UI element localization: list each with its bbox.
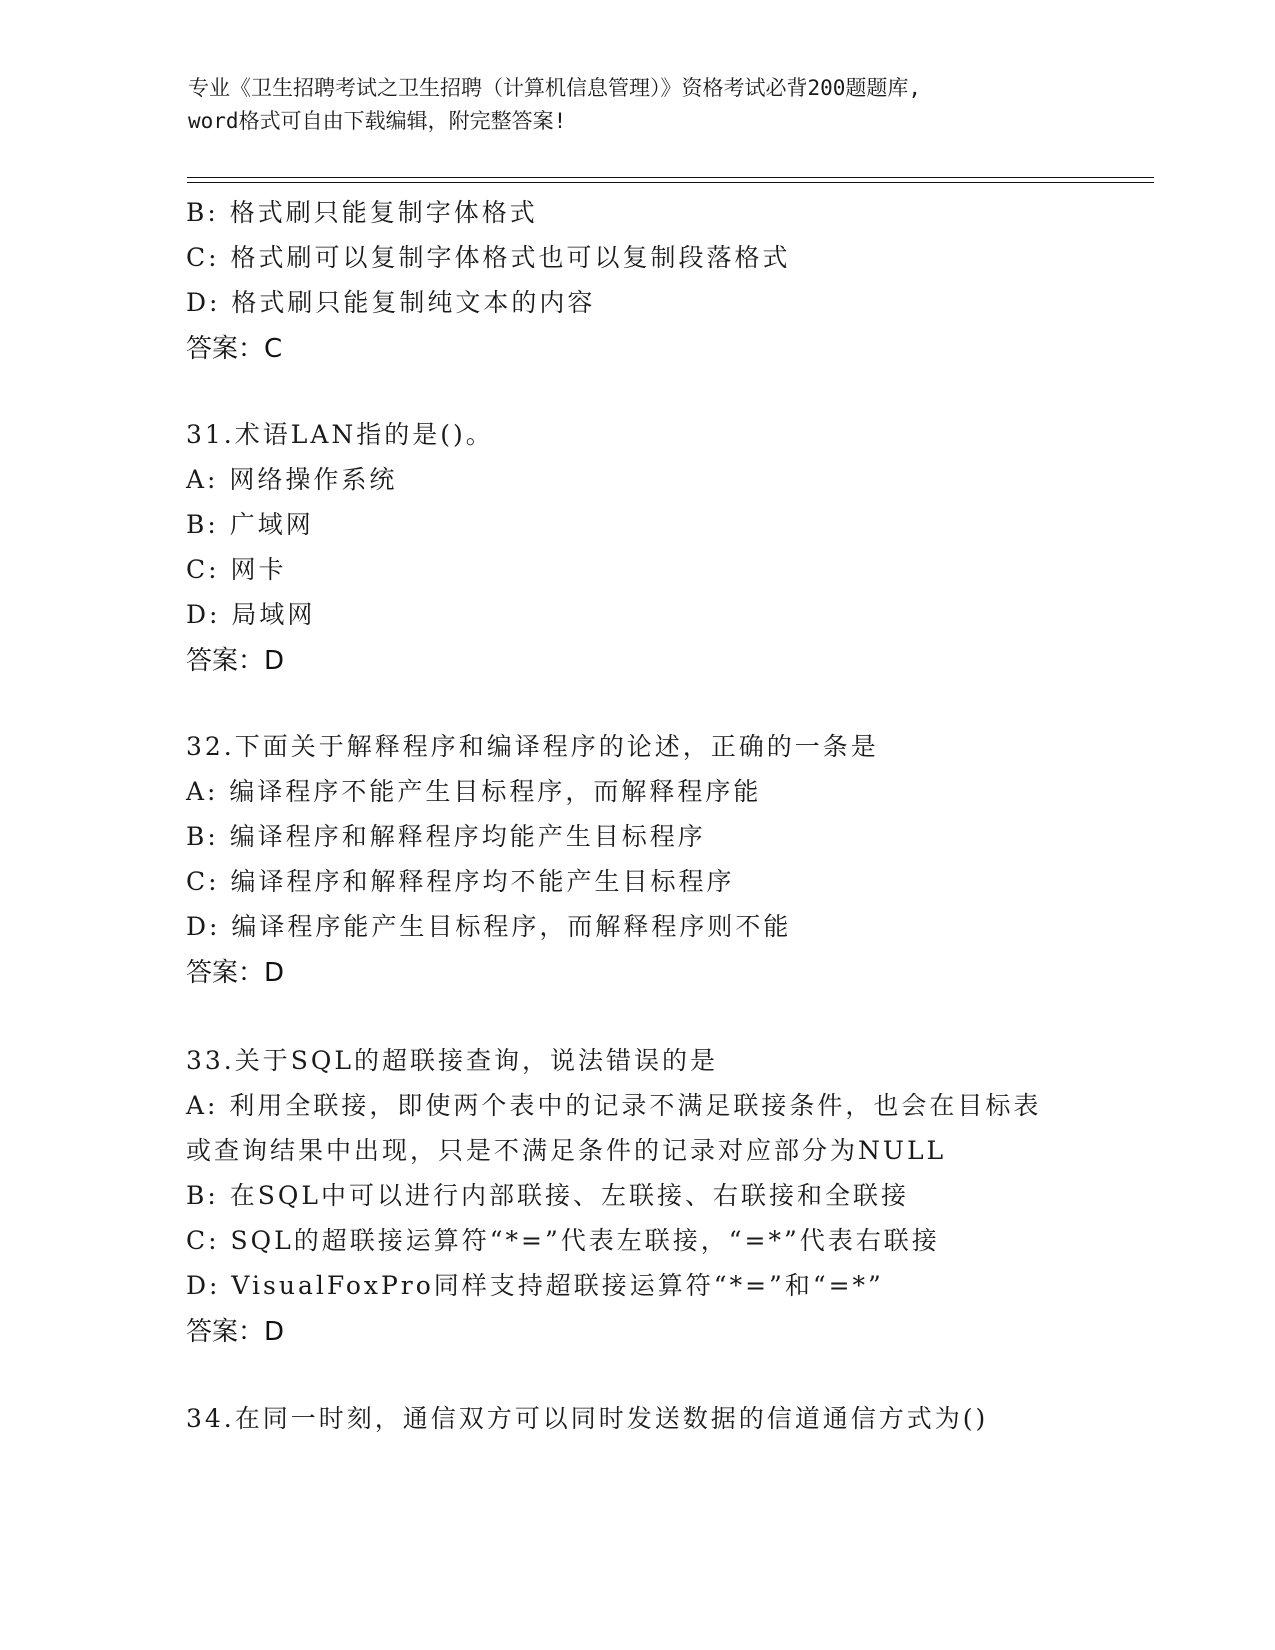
q30-option-d: D: 格式刷只能复制纯文本的内容	[186, 288, 596, 317]
q33-option-a-line-2: 或查询结果中出现，只是不满足条件的记录对应部分为NULL	[186, 1136, 947, 1165]
q30-option-c: C: 格式刷可以复制字体格式也可以复制段落格式	[186, 243, 791, 272]
q32-question: 32.下面关于解释程序和编译程序的论述，正确的一条是	[186, 732, 879, 761]
q30-option-b: B: 格式刷只能复制字体格式	[186, 198, 538, 227]
q31-option-a: A: 网络操作系统	[186, 465, 398, 494]
header-divider-bottom	[187, 182, 1154, 183]
header-divider-top	[187, 177, 1154, 178]
document-header	[188, 72, 1088, 138]
q33-option-b: B: 在SQL中可以进行内部联接、左联接、右联接和全联接	[186, 1181, 909, 1210]
q33-question: 33.关于SQL的超联接查询，说法错误的是	[186, 1046, 718, 1075]
q31-option-c: C: 网卡	[186, 555, 287, 584]
q30-answer: 答案：C	[186, 334, 283, 364]
q31-question: 31.术语LAN指的是()。	[186, 420, 494, 449]
q34-question: 34.在同一时刻，通信双方可以同时发送数据的信道通信方式为()	[186, 1404, 989, 1433]
q31-option-b: B: 广域网	[186, 510, 314, 539]
header-line-2: word格式可自由下载编辑，附完整答案!	[188, 109, 567, 133]
q33-answer: 答案：D	[186, 1317, 285, 1347]
q32-option-c: C: 编译程序和解释程序均不能产生目标程序	[186, 867, 735, 896]
q31-option-d: D: 局域网	[186, 600, 316, 629]
q33-option-c: C: SQL的超联接运算符“*=”代表左联接，“=*”代表右联接	[186, 1226, 940, 1255]
q32-answer: 答案：D	[186, 958, 285, 988]
header-line-1: 专业《卫生招聘考试之卫生招聘（计算机信息管理）》资格考试必背200题题库,	[188, 76, 922, 100]
q33-option-d: D: VisualFoxPro同样支持超联接运算符“*=”和“=*”	[186, 1271, 884, 1300]
q31-answer: 答案：D	[186, 646, 285, 676]
q32-option-d: D: 编译程序能产生目标程序，而解释程序则不能	[186, 912, 792, 941]
q32-option-a: A: 编译程序不能产生目标程序，而解释程序能	[186, 777, 762, 806]
q33-option-a-line-1: A: 利用全联接，即使两个表中的记录不满足联接条件，也会在目标表	[186, 1091, 1042, 1120]
q32-option-b: B: 编译程序和解释程序均能产生目标程序	[186, 822, 706, 851]
